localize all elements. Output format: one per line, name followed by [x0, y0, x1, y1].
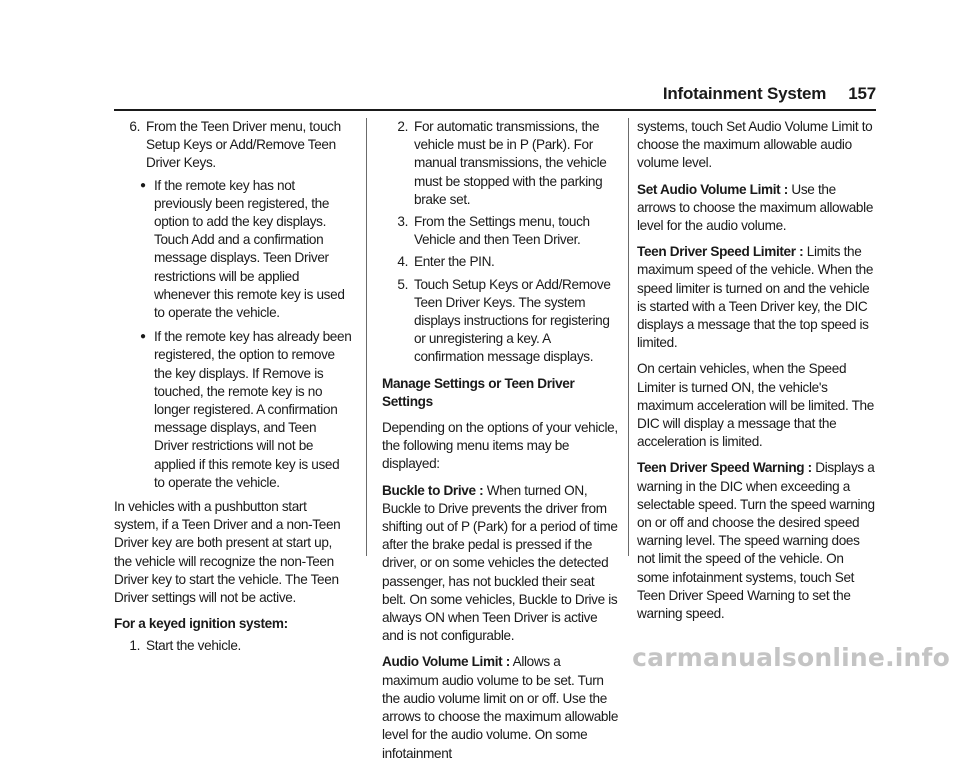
step-text: Start the vehicle.: [146, 638, 241, 654]
entry-term: Teen Driver Speed Limiter :: [637, 244, 804, 260]
step-1: [114, 637, 352, 655]
step-2: [382, 118, 620, 209]
step-number: 2.: [397, 119, 408, 134]
section-title: Infotainment System: [662, 84, 827, 103]
entry-term: Set Audio Volume Limit :: [637, 181, 788, 197]
entry-term: Audio Volume Limit :: [382, 654, 510, 670]
manage-intro: Depending on the options of your vehicle, the following menu items may be displayed:: [382, 420, 618, 472]
step-text: From the Settings menu, touch Vehicle and then Teen Driver.: [414, 214, 590, 248]
page-number: 157: [848, 84, 876, 103]
step-text: Enter the PIN.: [414, 254, 495, 270]
keyed-ignition-heading: For a keyed ignition system:: [114, 616, 288, 632]
step-4: [382, 253, 620, 271]
entry-text: Displays a warning in the DIC when exceeding a selectable speed. Turn the speed warning on or off and choose the desired speed warning level. The speed warning does not limit the speed of the vehicle. On some infotainment systems, touch Set Teen Driver Speed Warning to set the warning speed.: [637, 460, 875, 622]
header-rule: [114, 109, 876, 111]
bullet-item: [140, 177, 352, 323]
manage-settings-heading: Manage Settings or Teen Driver Settings: [382, 375, 575, 409]
step-text: From the Teen Driver menu, touch Setup Keys or Add/Remove Teen Driver Keys.: [146, 119, 341, 171]
entry-term: Buckle to Drive :: [382, 482, 484, 498]
step-6: [114, 118, 352, 173]
step-5: [382, 276, 620, 367]
step-number: 3.: [397, 214, 408, 230]
watermark: carmanualsonline.info: [632, 643, 950, 672]
entry-text: Use the arrows to choose the maximum allowable level for the audio volume.: [637, 181, 874, 234]
step-3: [382, 213, 620, 249]
step-number: 5.: [397, 276, 408, 292]
speed-limiter-entry: [637, 243, 875, 352]
bullet-text: If the remote key has already been registered, the option to remove the key displays. If Remove is touched, the remote key is no longer registered. A confirmation message displays, and Teen Driver restrictions will not be applied if this remote key is used to operate the vehicle.: [154, 329, 352, 490]
column-divider: [366, 118, 367, 556]
entry-text: Allows a maximum audio volume to be set. Turn the audio volume limit on or off. Use the arrows to choose the maximum allowable level for the audio volume. On some infotainment: [382, 654, 619, 761]
bullet-text: If the remote key has not previously been registered, the option to add the key displays. Touch Add and a confirmation message displays. Teen Driver restrictions will be applied whenever this remote key is used to operate the vehicle.: [154, 177, 345, 321]
column-1: [114, 118, 352, 660]
pushbutton-paragraph: In vehicles with a pushbutton start system, if a Teen Driver and a non-Teen Driver key are both present at start up, the vehicle will recognize the non-Teen Driver key to start the vehicle. The Teen Driver settings will not be active.: [114, 499, 341, 606]
audio-volume-limit-entry: [382, 653, 620, 762]
column-3: [637, 118, 875, 631]
bullet-icon: ●: [140, 179, 146, 191]
step-number: 4.: [397, 254, 408, 270]
entry-text: When turned ON, Buckle to Drive prevents the driver from shifting out of P (Park) for a period of time after the brake pedal is pressed if the driver, or on some vehicles the detected passenger, has not buckled their seat belt. On some vehicles, Buckle to Drive is always ON when Teen Driver is active and is not configurable.: [382, 482, 618, 644]
buckle-to-drive-entry: [382, 482, 620, 646]
step-number: 6.: [129, 119, 140, 134]
step-text: For automatic transmissions, the vehicle must be in P (Park). For manual transmissions, the vehicle must be stopped with the parking brake set.: [414, 119, 607, 207]
entry-text: Limits the maximum speed of the vehicle. When the speed limiter is turned on and the vehicle is started with a Teen Driver key, the DIC displays a message that the top speed is limited.: [637, 244, 874, 351]
column-divider: [628, 118, 629, 556]
step-number: 1.: [129, 638, 140, 654]
audio-volume-continuation: systems, touch Set Audio Volume Limit to choose the maximum allowable audio volume level.: [637, 119, 873, 171]
bullet-item: [140, 328, 352, 492]
bullet-icon: ●: [140, 331, 146, 343]
speed-warning-entry: [637, 459, 875, 623]
speed-limiter-paragraph: On certain vehicles, when the Speed Limiter is turned ON, the vehicle's maximum acceleration will be limited. The DIC will display a message that the acceleration is limited.: [637, 361, 874, 450]
page-header: [663, 84, 876, 104]
entry-term: Teen Driver Speed Warning :: [637, 460, 812, 476]
column-2: [382, 118, 620, 771]
step-text: Touch Setup Keys or Add/Remove Teen Driver Keys. The system displays instructions for registering or unregistering a key. A confirmation message displays.: [414, 276, 611, 365]
set-audio-volume-limit-entry: [637, 181, 875, 236]
